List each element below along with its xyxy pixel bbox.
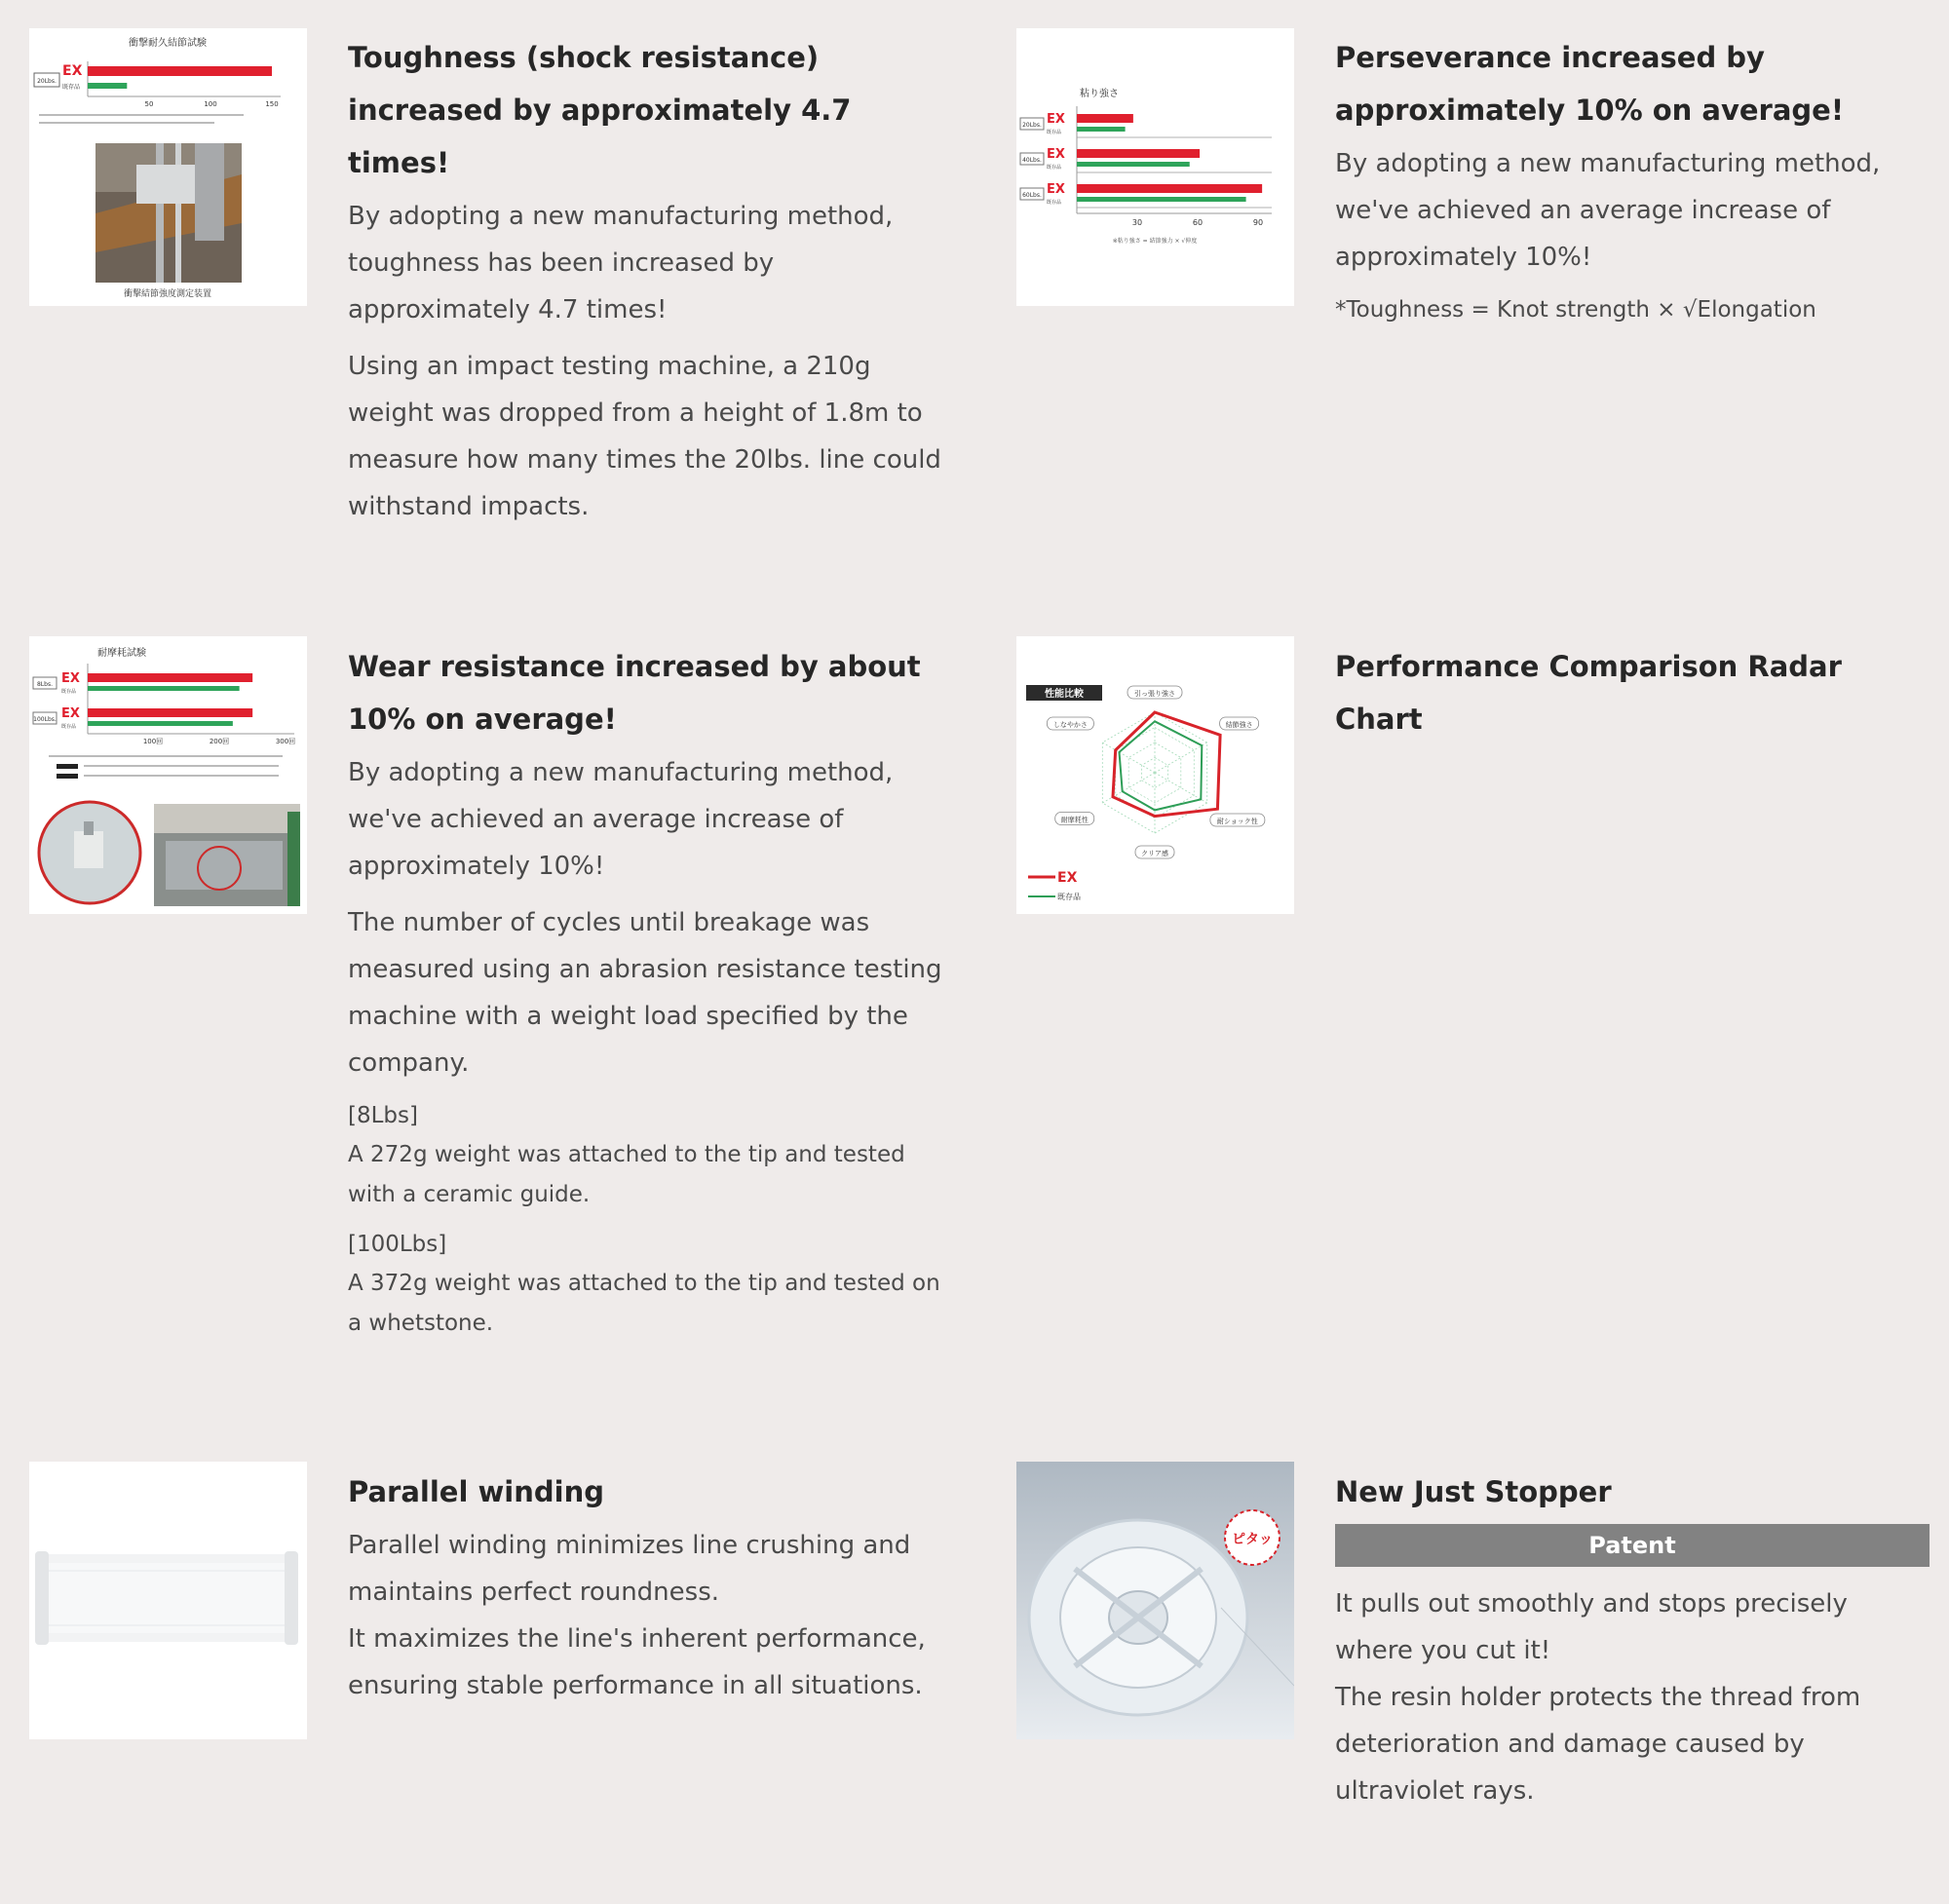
radar-title: Performance Comparison Radar Chart xyxy=(1335,650,1842,736)
photo-caption: 衝撃結節強度測定装置 xyxy=(123,289,212,299)
wear-paragraph-1: By adopting a new manufacturing method, we've achieved an average increase of approximately 10%! xyxy=(348,758,894,881)
wear-8lbs-note: A 272g weight was attached to the tip and tested with a ceramic guide. xyxy=(348,1142,905,1207)
old-bar xyxy=(1077,197,1246,202)
perseverance-chart-image xyxy=(1016,28,1294,306)
toughness-chart-image xyxy=(29,28,307,306)
toughness-formula-note: *Toughness = Knot strength × √Elongation xyxy=(1335,297,1816,323)
ex-bar xyxy=(1077,184,1262,193)
radar-text xyxy=(1335,640,1930,749)
perseverance-title: Perseverance increased by approximately 10% on average! xyxy=(1335,41,1845,127)
wear-chart-image xyxy=(29,636,307,914)
old-bar xyxy=(88,686,240,691)
ex-label: EX xyxy=(1047,182,1065,197)
row-label: 8Lbs. xyxy=(36,681,54,688)
tick-label: 100回 xyxy=(142,738,164,745)
patent-badge: Patent xyxy=(1335,1524,1930,1567)
parallel-winding-image xyxy=(29,1462,307,1739)
old-bar xyxy=(1077,162,1190,167)
row-label: 40Lbs. xyxy=(1022,157,1042,164)
ex-bar xyxy=(1077,114,1133,123)
radar-axis-label: しなやかさ xyxy=(1052,721,1088,729)
ex-label: EX xyxy=(61,671,80,686)
spool-illustration xyxy=(29,1462,307,1739)
perseverance-paragraph-1: By adopting a new manufacturing method, we've achieved an average increase of approximately 10%! xyxy=(1335,149,1881,272)
legend-ex: EX xyxy=(1057,870,1078,886)
radar-axis-label: 引っ張り強さ xyxy=(1134,690,1175,698)
legend-old: 既存品 xyxy=(1057,893,1081,901)
line-label: 20Lbs. xyxy=(37,78,57,85)
toughness-paragraph-2: Using an impact testing machine, a 210g weight was dropped from a height of 1.8m to measure how many times the 20lbs. line could withstand impacts. xyxy=(348,352,941,521)
ex-bar xyxy=(88,673,252,682)
ex-label: EX xyxy=(1047,147,1065,162)
radar-chart xyxy=(1016,636,1294,914)
tick-label: 90 xyxy=(1252,218,1264,227)
old-bar xyxy=(1077,127,1126,132)
ex-bar xyxy=(88,708,252,717)
tick-label: 300回 xyxy=(275,738,296,745)
stopper-paragraph-1: It pulls out smoothly and stops precisely where you cut it! xyxy=(1335,1589,1848,1665)
abrasion-machine-photo xyxy=(39,802,300,906)
tick-label: 200回 xyxy=(209,738,230,745)
parallel-text xyxy=(348,1466,942,1719)
row-label: 60Lbs. xyxy=(1022,192,1042,199)
old-label: 既存品 xyxy=(62,84,81,91)
chart-footnote: ※粘り強さ = 結節強力 × √伸度 xyxy=(1112,238,1198,245)
radar-axis-label: クリア感 xyxy=(1141,850,1168,857)
wear-bar-chart xyxy=(29,636,307,914)
chart-heading: 耐摩耗試験 xyxy=(97,648,146,659)
parallel-paragraph-2: It maximizes the line's inherent performance, ensuring stable performance in all situations. xyxy=(348,1624,926,1700)
tick-label: 30 xyxy=(1131,218,1143,227)
old-label: 既存品 xyxy=(1047,165,1062,171)
tick-label: 150 xyxy=(265,100,279,108)
stamp-text: ピタッ xyxy=(1232,1532,1273,1547)
ex-label: EX xyxy=(1047,112,1065,127)
tick-label: 60 xyxy=(1192,218,1204,227)
toughness-text xyxy=(348,31,942,540)
toughness-bar-chart xyxy=(29,28,307,306)
perseverance-bar-chart xyxy=(1016,28,1294,306)
old-label: 既存品 xyxy=(1047,200,1062,206)
stopper-paragraph-2: The resin holder protects the thread from deterioration and damage caused by ultraviolet rays. xyxy=(1335,1683,1861,1806)
wear-title: Wear resistance increased by about 10% on average! xyxy=(348,650,921,736)
wear-8lbs-heading: [8Lbs] xyxy=(348,1103,418,1128)
chart-heading: 粘り強さ xyxy=(1080,89,1119,99)
chart-heading: 性能比較 xyxy=(1045,689,1084,700)
radar-chart-image xyxy=(1016,636,1294,914)
ex-label: EX xyxy=(62,63,83,79)
stopper-text xyxy=(1335,1466,1930,1824)
ex-bar xyxy=(1077,149,1200,158)
row-label: 100Lbs. xyxy=(33,716,57,723)
old-label: 既存品 xyxy=(61,689,77,695)
chart-heading: 衝撃耐久結節試験 xyxy=(129,38,207,49)
radar-axis-label: 耐ショック性 xyxy=(1216,818,1258,825)
old-label: 既存品 xyxy=(61,724,77,730)
toughness-paragraph-1: By adopting a new manufacturing method, toughness has been increased by approximately 4.7 times! xyxy=(348,202,894,324)
just-stopper-image xyxy=(1016,1462,1294,1739)
tick-label: 50 xyxy=(144,100,154,108)
wear-paragraph-2: The number of cycles until breakage was measured using an abrasion resistance testing machine with a weight load specified by the company. xyxy=(348,908,942,1078)
old-label: 既存品 xyxy=(1047,130,1062,135)
parallel-paragraph-1: Parallel winding minimizes line crushing and maintains perfect roundness. xyxy=(348,1531,911,1607)
row-label: 20Lbs. xyxy=(1022,122,1042,129)
ex-bar xyxy=(88,66,272,76)
wear-100lbs-note: A 372g weight was attached to the tip and tested on a whetstone. xyxy=(348,1271,940,1336)
parallel-title: Parallel winding xyxy=(348,1475,604,1508)
ex-label: EX xyxy=(61,706,80,721)
stopper-title: New Just Stopper xyxy=(1335,1475,1612,1508)
wear-text xyxy=(348,640,942,1353)
stopper-illustration xyxy=(1016,1462,1294,1739)
perseverance-text xyxy=(1335,31,1930,340)
wear-100lbs-heading: [100Lbs] xyxy=(348,1232,447,1257)
old-bar xyxy=(88,83,127,89)
radar-axis-label: 耐摩耗性 xyxy=(1060,816,1089,824)
impact-machine-photo xyxy=(96,143,242,283)
toughness-title: Toughness (shock resistance) increased by approximately 4.7 times! xyxy=(348,41,852,179)
tick-label: 100 xyxy=(204,100,217,108)
radar-axis-label: 結節強さ xyxy=(1225,721,1253,729)
old-bar xyxy=(88,721,233,726)
